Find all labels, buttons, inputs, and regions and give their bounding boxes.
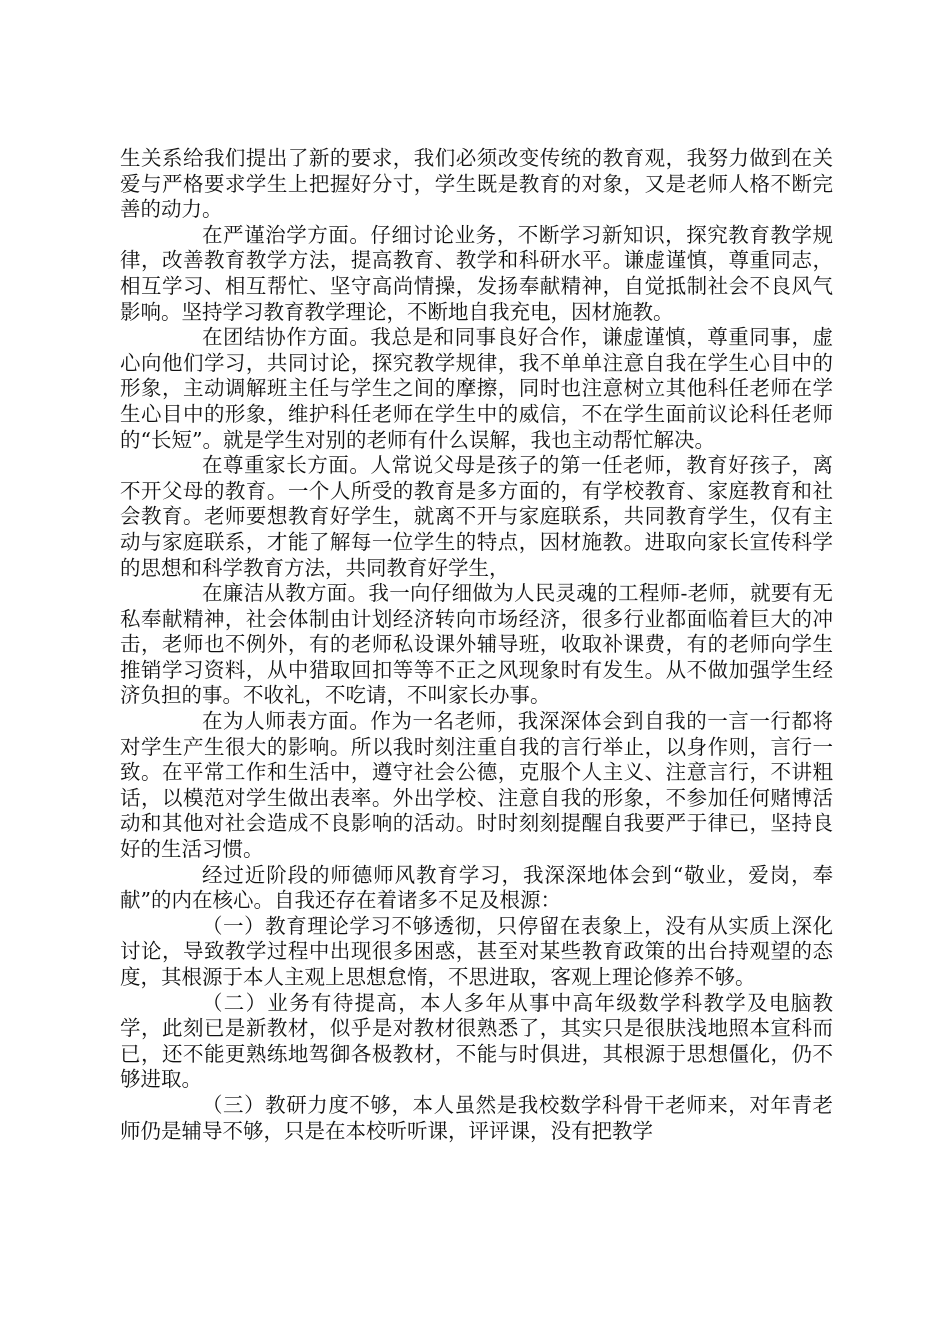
paragraph-integrity: 在廉洁从教方面。我一向仔细做为人民灵魂的工程师-老师，就要有无私奉献精神，社会体制由计划经济转向市场经济，很多行业都面临着巨大的冲击，老师也不例外，有的老师私设课外辅导班，收取补课费，有的老师向学生推销学习资料，从中猎取回扣等等不正之风现象时有发生。从不做加强学生经济负担的事。不收礼，不吃请，不叫家长办事。 <box>120 581 833 708</box>
paragraph-teamwork: 在团结协作方面。我总是和同事良好合作，谦虚谨慎，尊重同事，虚心向他们学习，共同讨论，探究教学规律，我不单单注意自我在学生心目中的形象，主动调解班主任与学生之间的摩擦，同时也注意树立其他科任老师在学生心目中的形象，维护科任老师在学生中的威信，不在学生面前议论科任老师的“长短”。就是学生对别的老师有什么误解，我也主动帮忙解决。 <box>120 325 833 452</box>
document-body <box>120 146 833 1144</box>
paragraph-shortcoming-3: （三）教研力度不够，本人虽然是我校数学科骨干老师来，对年青老师仍是辅导不够，只是在本校听听课，评评课，没有把教学 <box>120 1092 833 1143</box>
paragraph-continuation: 生关系给我们提出了新的要求，我们必须改变传统的教育观，我努力做到在关爱与严格要求学生上把握好分寸，学生既是教育的对象，又是老师人格不断完善的动力。 <box>120 146 833 222</box>
paragraph-shortcoming-1: （一）教育理论学习不够透彻，只停留在表象上，没有从实质上深化讨论，导致教学过程中出现很多困惑，甚至对某些教育政策的出台持观望的态度，其根源于本人主观上思想怠惰，不思进取，客观上理论修养不够。 <box>120 913 833 989</box>
paragraph-shortcoming-2: （二）业务有待提高，本人多年从事中高年级数学科教学及电脑教学，此刻已是新教材，似乎是对教材很熟悉了，其实只是很肤浅地照本宣科而已，还不能更熟练地驾御各极教材，不能与时俱进，其根源于思想僵化，仍不够进取。 <box>120 990 833 1092</box>
paragraph-role-model: 在为人师表方面。作为一名老师，我深深体会到自我的一言一行都将对学生产生很大的影响。所以我时刻注重自我的言行举止，以身作则，言行一致。在平常工作和生活中，遵守社会公德，克服个人主义、注意言行，不讲粗话，以模范对学生做出表率。外出学校、注意自我的形象，不参加任何赌博活动和其他对社会造成不良影响的活动。时时刻刻提醒自我要严于律已，坚持良好的生活习惯。 <box>120 709 833 862</box>
paragraph-rigorous-study: 在严谨治学方面。仔细讨论业务，不断学习新知识，探究教育教学规律，改善教育教学方法，提高教育、教学和科研水平。谦虚谨慎，尊重同志，相互学习、相互帮忙、坚守高尚情操，发扬奉献精神，自觉抵制社会不良风气影响。坚持学习教育教学理论，不断地自我充电，因材施教。 <box>120 222 833 324</box>
paragraph-respect-parents: 在尊重家长方面。人常说父母是孩子的第一任老师，教育好孩子，离不开父母的教育。一个人所受的教育是多方面的，有学校教育、家庭教育和社会教育。老师要想教育好学生，就离不开与家庭联系，共同教育学生，仅有主动与家庭联系，才能了解每一位学生的特点，因材施教。进取向家长宣传科学的思想和科学教育方法，共同教育好学生， <box>120 453 833 580</box>
paragraph-reflection: 经过近阶段的师德师风教育学习，我深深地体会到“敬业，爱岗，奉献”的内在核心。自我还存在着诸多不足及根源： <box>120 862 833 913</box>
